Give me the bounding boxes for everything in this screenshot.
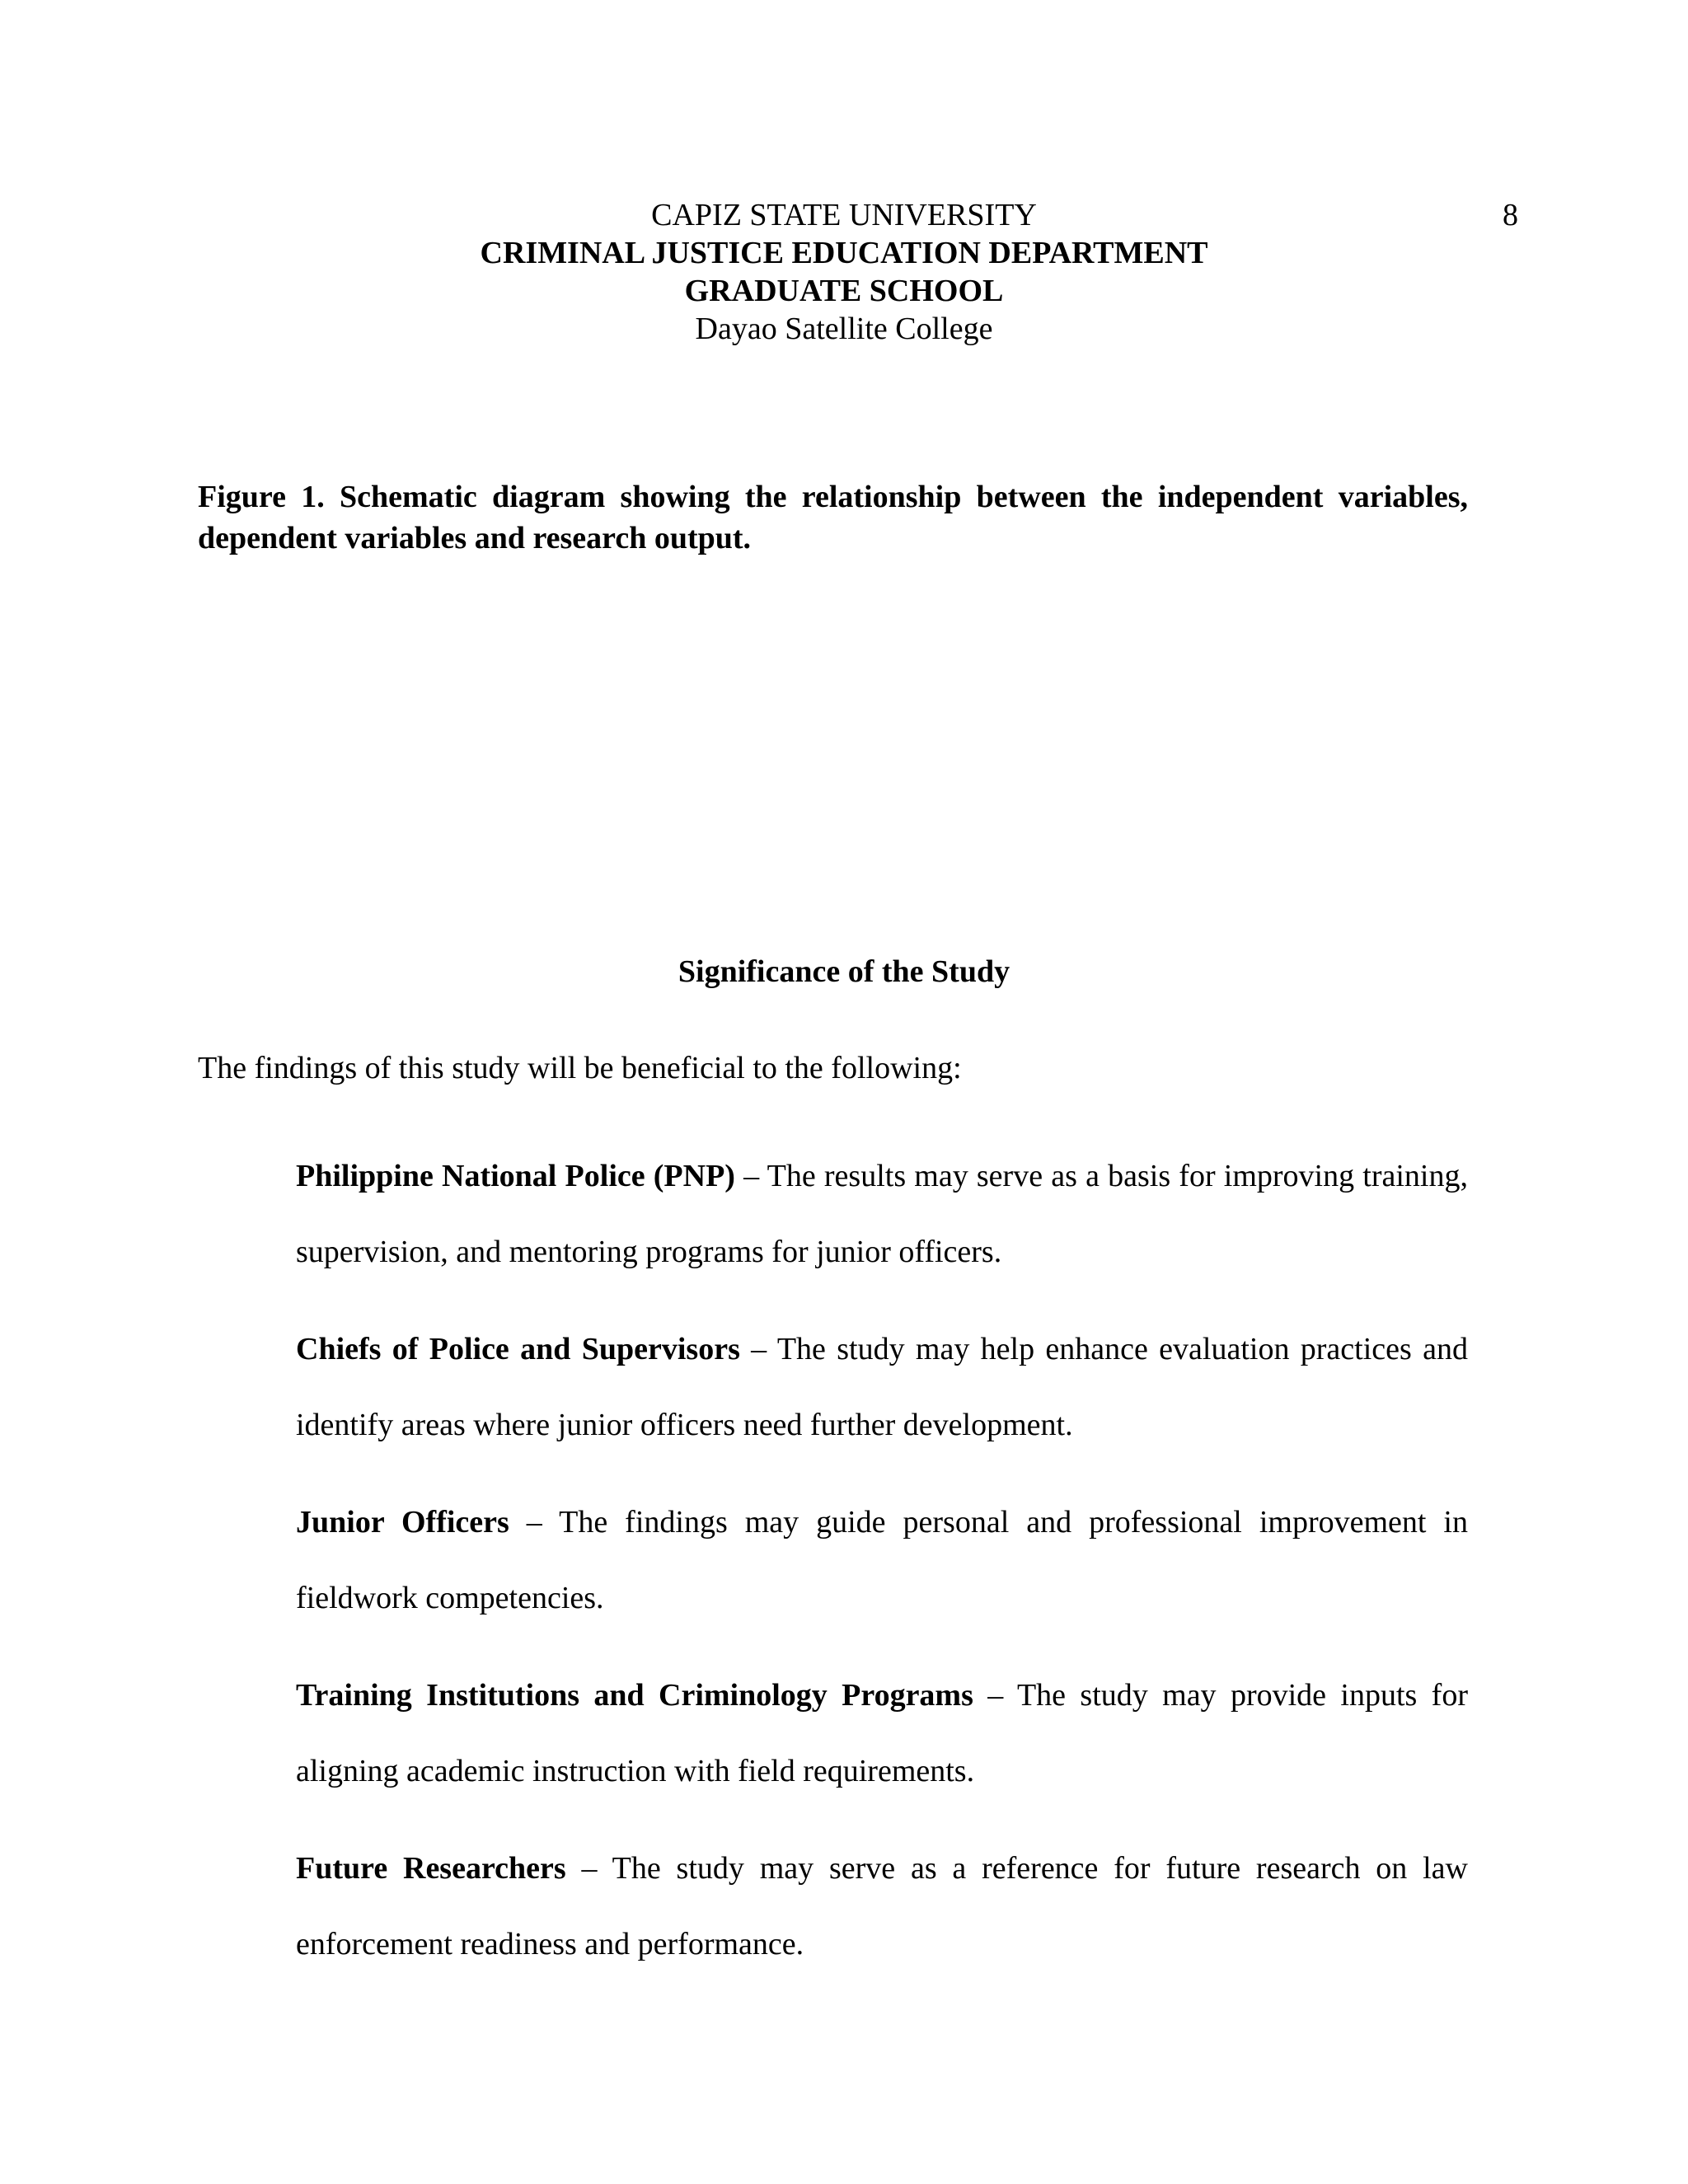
entry-dash: – [565, 1851, 612, 1886]
university-name: CAPIZ STATE UNIVERSITY [651, 198, 1037, 232]
entry-term: Philippine National Police (PNP) [296, 1159, 735, 1193]
entry-text: The study may provide inputs for aligning academic instruction with field requirements. [296, 1678, 1468, 1788]
entry-dash: – [734, 1159, 767, 1193]
campus-name: Dayao Satellite College [695, 312, 993, 346]
entry-term: Future Researchers [296, 1851, 566, 1886]
list-item [296, 1830, 1468, 1982]
school-name: GRADUATE SCHOOL [684, 274, 1004, 308]
entry-text: The results may serve as a basis for improving training, supervision, and mentoring programs for junior officers. [296, 1159, 1468, 1269]
list-item [296, 1484, 1468, 1636]
entry-term: Training Institutions and Criminology Programs [296, 1678, 973, 1713]
list-item [296, 1657, 1468, 1809]
document-header [0, 196, 1688, 348]
page-number: 8 [1503, 198, 1518, 232]
entry-dash: – [973, 1678, 1017, 1713]
entry-term: Junior Officers [296, 1505, 509, 1540]
entry-dash: – [739, 1332, 777, 1366]
figure-caption: Figure 1. Schematic diagram showing the relationship between the independent variables, dependent variables and research output. [198, 480, 1468, 555]
entry-term: Chiefs of Police and Supervisors [296, 1332, 740, 1366]
section-intro: The findings of this study will be beneficial to the following: [198, 1051, 962, 1085]
list-item [296, 1138, 1468, 1290]
section-heading: Significance of the Study [678, 954, 1010, 989]
entry-text: The study may serve as a reference for future research on law enforcement readiness and performance. [296, 1851, 1468, 1961]
list-item [296, 1311, 1468, 1463]
entry-text: The findings may guide personal and professional improvement in fieldwork competencies. [296, 1505, 1468, 1615]
beneficiaries-list [296, 1138, 1468, 2004]
department-name: CRIMINAL JUSTICE EDUCATION DEPARTMENT [480, 236, 1208, 270]
entry-text: The study may help enhance evaluation practices and identify areas where junior officers need further development. [296, 1332, 1468, 1442]
entry-dash: – [509, 1505, 560, 1540]
